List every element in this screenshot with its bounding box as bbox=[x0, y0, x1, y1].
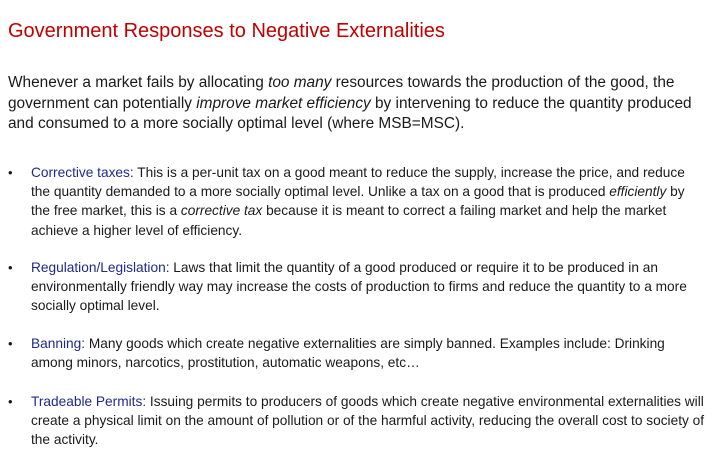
term-banning: Banning: bbox=[31, 336, 86, 351]
item-text-1: Many goods which create negative externalities are simply banned. Examples include: Drinking among minors, narcotics, prostitution, automatic weapons, etc… bbox=[31, 336, 665, 371]
item-emphasis-corrective-tax: corrective tax bbox=[180, 203, 263, 219]
intro-emphasis-too-many: too many bbox=[268, 74, 332, 91]
list-item-text bbox=[31, 258, 706, 316]
bullet-dot: • bbox=[8, 165, 13, 180]
item-text-1: This is a per-unit tax on a good meant to reduce the supply, increase the price, and reduce the quantity demanded to a more socially optimal level. Unlike a tax on a good that is produced bbox=[31, 165, 685, 200]
item-text-2: by the free market, this is a bbox=[31, 184, 685, 219]
bullet-dot: • bbox=[8, 394, 13, 409]
list-item-text bbox=[31, 392, 706, 450]
term-corrective-taxes: Corrective taxes: bbox=[31, 165, 134, 180]
intro-emphasis-efficiency: improve market efficiency bbox=[196, 94, 371, 112]
intro-text-2: resources towards the production of the good, the government can potentially bbox=[8, 74, 675, 112]
term-tradeable-permits: Tradeable Permits: bbox=[31, 394, 147, 409]
page-title: Government Responses to Negative Externalities bbox=[8, 20, 445, 42]
bullet-dot: • bbox=[8, 260, 13, 275]
item-text-1: Laws that limit the quantity of a good produced or require it to be produced in an environmentally friendly way may increase the costs of production to firms and reduce the quantity to a more socially optimal level. bbox=[31, 260, 687, 314]
bullet-dot: • bbox=[8, 336, 13, 351]
intro-text-3: by intervening to reduce the quantity produced and consumed to a more socially optimal level (where MSB=MSC). bbox=[8, 94, 692, 132]
term-regulation: Regulation/Legislation: bbox=[31, 260, 170, 275]
item-text-3: because it is meant to correct a failing market and help the market achieve a higher level of efficiency. bbox=[31, 203, 667, 238]
intro-text-1: Whenever a market fails by allocating bbox=[8, 74, 269, 91]
list-item-text bbox=[31, 163, 706, 240]
item-text-1: Issuing permits to producers of goods which create negative environmental externalities will create a physical limit on the amount of pollution or of the harmful activity, reducing the overall cost to society of the activity. bbox=[31, 394, 705, 448]
item-emphasis-efficiently: efficiently bbox=[609, 184, 667, 200]
list-item-text bbox=[31, 334, 706, 372]
intro-paragraph bbox=[8, 73, 713, 135]
